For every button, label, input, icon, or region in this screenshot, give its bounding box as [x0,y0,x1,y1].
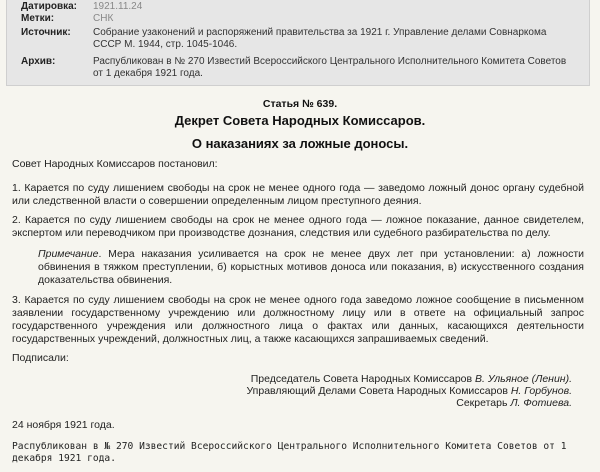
meta-tags-value: СНК [93,13,114,24]
signature-3-title: Секретарь [456,397,511,409]
signature-2-name: Н. Горбунов. [510,385,572,397]
meta-archive-label: Архив: [21,56,56,67]
note-paragraph [38,248,584,287]
signature-3 [212,397,572,410]
meta-source-label: Источник: [21,27,71,38]
paragraph-2: 2. Карается по суду лишением свободы на срок не менее одного года — ложное показание, данное свидетелем, экспертом или переводчиком при производстве дознания, следствия или судебного разбирательства по делу. [12,214,584,239]
decree-subtitle: О наказаниях за ложные доносы. [191,136,409,151]
article-number: Статья № 639. [262,98,338,110]
note-text: . Мера наказания усиливается на срок не менее двух лет при установлении: а) ложности обвинения в тяжком преступлении, б) корыстных мотивов доноса или показания, в) искусственного создания доказательства обвинения. [38,248,584,286]
meta-date-value: 1921.11.24 [93,1,143,12]
note-label: Примечание [38,248,99,260]
meta-archive-value: Распубликован в № 270 Известий Всероссийского Центрального Исполнительного Комитета Советов от 1 декабря 1921 года. [93,56,567,79]
paragraph-3: 3. Карается по суду лишением свободы на срок не менее одного года заведомо ложное сообщение в письменном заявлении государственному учреждению или должностному лицу или в ответе на официальный запрос государственного учреждения или должностного лица о фактах или данных, касающихся деятельности государственных учреждений, должностных лиц, а также касающихся запрашиваемых сведений. [12,294,584,345]
meta-tags-label: Метки: [21,13,55,24]
decree-date: 24 ноября 1921 года. [12,419,115,431]
signature-3-name: Л. Фотиева. [510,397,572,409]
publication-footer: Распубликован в № 270 Известий Всероссийского Центрального Исполнительного Комитета Советов от 1 декабря 1921 года. [12,441,567,464]
signed-label: Подписали: [12,352,69,364]
meta-date-label: Датировка: [21,1,77,12]
signature-1-name: В. Ульяное (Ленин). [475,373,572,385]
signature-2-title: Управляющий Делами Совета Народных Комиссаров [246,385,511,397]
decree-title: Декрет Совета Народных Комиссаров. [174,113,426,128]
metadata-panel [6,0,590,86]
intro-paragraph: Совет Народных Комиссаров постановил: [12,158,218,170]
signature-1-title: Председатель Совета Народных Комиссаров [250,373,476,385]
meta-source-value: Собрание узаконений и распоряжений правительства за 1921 г. Управление делами Совнаркома СССР М. 1944, стр. 1045-1046. [93,27,547,50]
paragraph-1: 1. Карается по суду лишением свободы на срок не менее одного года — заведомо ложный донос органу судебной или следственной власти о совершении определенным лицом преступного деяния. [12,182,584,207]
